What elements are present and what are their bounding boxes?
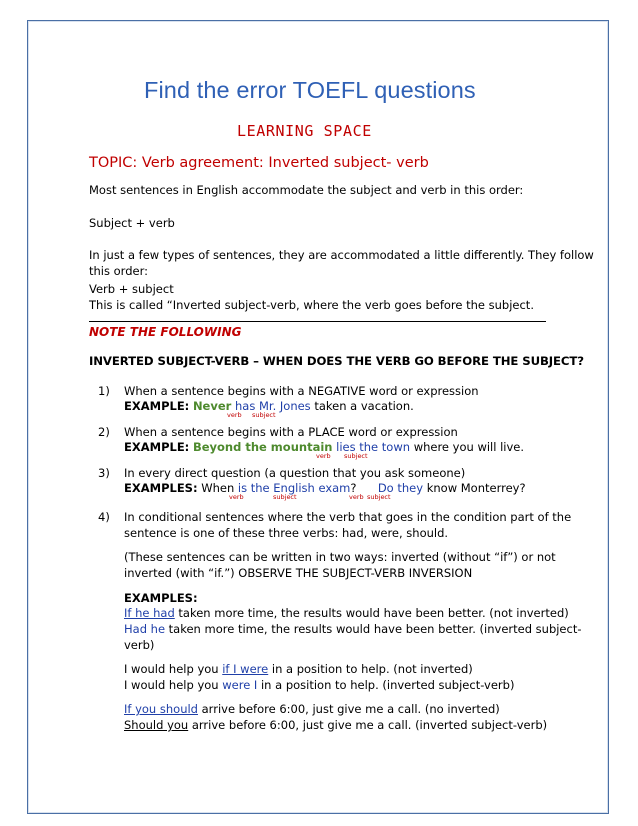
intro-paragraph-2: Subject + verb — [89, 216, 175, 230]
condition-clause: if I were — [222, 662, 269, 676]
item-4-text-line-2: sentence is one of these three verbs: had, were, should. — [124, 526, 449, 540]
example-rest: arrive before 6:00, just give me a call. (inverted subject-verb) — [188, 718, 548, 732]
example-rest: taken more time, the results would have been better. (inverted subject- — [165, 622, 582, 636]
example-rest: know Monterrey? — [426, 481, 526, 495]
example-rest: where you will live. — [413, 440, 525, 454]
example-label: EXAMPLES: — [124, 481, 198, 495]
example-question-word: When — [201, 481, 235, 495]
item-4-text-line-1: In conditional sentences where the verb that goes in the condition part of the — [124, 510, 572, 524]
conditional-example-2 — [124, 621, 582, 637]
note-heading: NOTE THE FOLLOWING — [89, 325, 242, 339]
conditional-example-6 — [124, 717, 547, 733]
intro-paragraph-3-line-1: In just a few types of sentences, they are accommodated a little differently. They follow — [89, 248, 594, 262]
example-negative-word: Never — [192, 399, 232, 413]
label-subject: subject — [344, 452, 368, 460]
item-1-number: 1) — [98, 384, 110, 398]
intro-paragraph-1: Most sentences in English accommodate the subject and verb in this order: — [89, 183, 524, 197]
example-label: EXAMPLE: — [124, 440, 190, 454]
example-lead: I would help you — [124, 678, 223, 692]
example-rest: in a position to help. (not inverted) — [268, 662, 473, 676]
example-rest: taken a vacation. — [314, 399, 414, 413]
label-subject-2: subject — [367, 493, 391, 501]
intro-paragraph-4-line-1: Verb + subject — [89, 282, 174, 296]
conditional-example-1 — [124, 605, 569, 621]
label-verb: verb — [316, 452, 331, 460]
document-subtitle: LEARNING SPACE — [237, 122, 372, 140]
inverted-clause: Should you — [124, 718, 189, 732]
item-2-text: When a sentence begins with a PLACE word or expression — [124, 425, 458, 439]
label-verb: verb — [227, 411, 242, 419]
example-verb: has — [235, 399, 256, 413]
example-place-phrase: Beyond the mountain — [192, 440, 333, 454]
label-verb-2: verb — [349, 493, 364, 501]
example-verb: lies — [336, 440, 356, 454]
conditional-example-5 — [124, 701, 500, 717]
topic-heading: TOPIC: Verb agreement: Inverted subject- verb — [89, 155, 429, 171]
item-3-text: In every direct question (a question that you ask someone) — [124, 466, 466, 480]
item-2-number: 2) — [98, 425, 110, 439]
example-subject: Mr. Jones — [258, 399, 311, 413]
intro-paragraph-3-line-2: this order: — [89, 264, 148, 278]
conditional-example-3 — [124, 661, 473, 677]
item-3-example — [124, 480, 526, 496]
example-verb: is — [237, 481, 248, 495]
intro-paragraph-4-line-2: This is called “Inverted subject-verb, where the verb goes before the subject. — [89, 298, 534, 312]
example-label: EXAMPLE: — [124, 399, 190, 413]
example-rest: arrive before 6:00, just give me a call. (no inverted) — [197, 702, 500, 716]
item-4-number: 4) — [98, 510, 110, 524]
label-subject: subject — [273, 493, 297, 501]
label-verb: verb — [229, 493, 244, 501]
document-title: Find the error TOEFL questions — [144, 77, 476, 103]
item-3-number: 3) — [98, 466, 110, 480]
condition-clause: If he had — [124, 606, 175, 620]
example-verb-2: Do — [377, 481, 394, 495]
item-4-note-line-1: (These sentences can be written in two ways: inverted (without “if”) or not — [124, 550, 556, 564]
example-rest: in a position to help. (inverted subject-verb) — [257, 678, 515, 692]
condition-clause: If you should — [124, 702, 198, 716]
example-rest: taken more time, the results would have been better. (not inverted) — [174, 606, 569, 620]
section-heading: INVERTED SUBJECT-VERB – WHEN DOES THE VERB GO BEFORE THE SUBJECT? — [89, 354, 584, 368]
example-subject: the town — [359, 440, 411, 454]
conditional-example-2-cont: verb) — [124, 638, 155, 652]
inverted-clause: were I — [222, 678, 258, 692]
example-lead: I would help you — [124, 662, 223, 676]
item-1-text: When a sentence begins with a NEGATIVE word or expression — [124, 384, 479, 398]
item-4-note-line-2: inverted (with “if.”) OBSERVE THE SUBJECT-VERB INVERSION — [124, 566, 473, 580]
example-subject: the English exam — [250, 481, 351, 495]
example-question-mark: ? — [350, 481, 357, 495]
example-subject-2: they — [397, 481, 424, 495]
horizontal-rule — [89, 321, 546, 322]
inverted-clause: Had he — [124, 622, 166, 636]
examples-label: EXAMPLES: — [124, 591, 198, 605]
conditional-example-4 — [124, 677, 514, 693]
label-subject: subject — [252, 411, 276, 419]
